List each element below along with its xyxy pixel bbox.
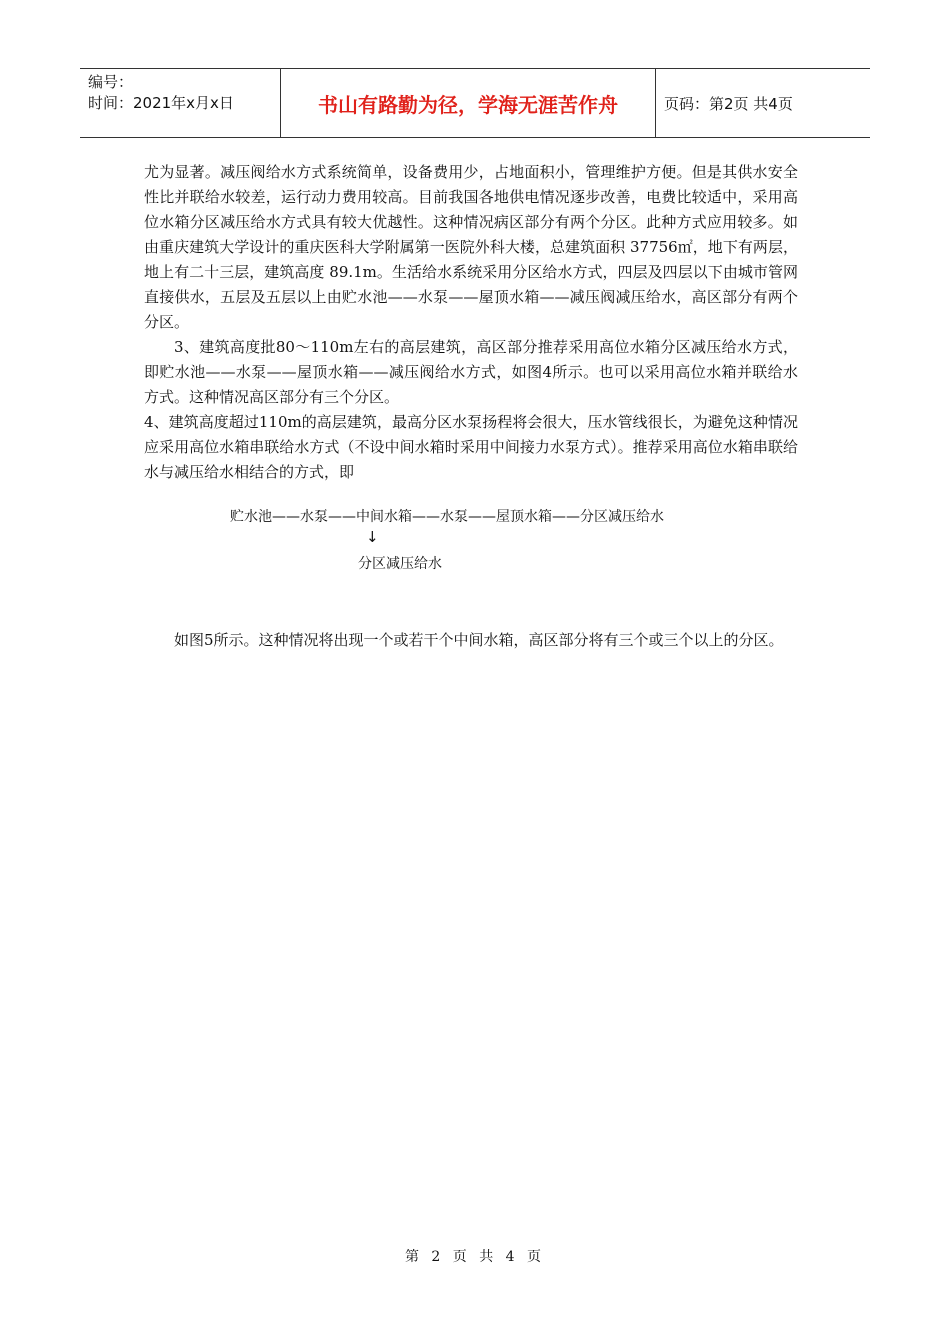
header-meta (80, 69, 280, 137)
header-motto: 书山有路勤为径，学海无涯苦作舟 (280, 69, 656, 137)
document-body (144, 160, 798, 485)
paragraph-3: 4、建筑高度超过110m的高层建筑，最高分区水泵扬程将会很大，压水管线很长，为避免这种情况应采用高位水箱串联给水方式（不设中间水箱时采用中间接力水泵方式）。推荐采用高位水箱串联给水与减压给水相结合的方式，即 (144, 413, 798, 481)
paragraph-1: 尤为显著。减压阀给水方式系统简单，设备费用少，占地面积小，管理维护方便。但是其供水安全性比并联给水较差，运行动力费用较高。目前我国各地供电情况逐步改善，电费比较适中，采用高位水箱分区减压给水方式具有较大优越性。这种情况病区部分有两个分区。此种方式应用较多。如由重庆建筑大学设计的重庆医科大学附属第一医院外科大楼，总建筑面积 37756㎡，地下有两层，地上有二十三层，建筑高度 89.1m。生活给水系统采用分区给水方式，四层及四层以下由城市管网直接供水，五层及五层以上由贮水池——水泵——屋顶水箱——减压阀减压给水，高区部分有两个分区。 (144, 163, 798, 331)
page-footer: 第 2 页 共 4 页 (404, 1249, 546, 1265)
document-number-label: 编号： (88, 73, 134, 91)
paragraph-2: 3、建筑高度批80～110m左右的高层建筑，高区部分推荐采用高位水箱分区减压给水方式，即贮水池——水泵——屋顶水箱——减压阀给水方式，如图4所示。也可以采用高位水箱并联给水方式。这种情况高区部分有三个分区。 (144, 338, 798, 406)
flow-branch-label: 分区减压给水 (358, 556, 442, 572)
document-time-label: 时间：2021年x月x日 (88, 94, 234, 112)
closing-paragraph: 如图5所示。这种情况将出现一个或若干个中间水箱，高区部分将有三个或三个以上的分区。 (174, 631, 784, 649)
page-header (80, 68, 870, 138)
closing-section (144, 628, 798, 653)
flow-diagram (230, 506, 790, 572)
down-arrow-icon: ↓ (366, 528, 379, 546)
flow-main-line: 贮水池——水泵——中间水箱——水泵——屋顶水箱——分区减压给水 (230, 509, 664, 525)
header-page-info: 页码：第2页 共4页 (664, 94, 793, 113)
